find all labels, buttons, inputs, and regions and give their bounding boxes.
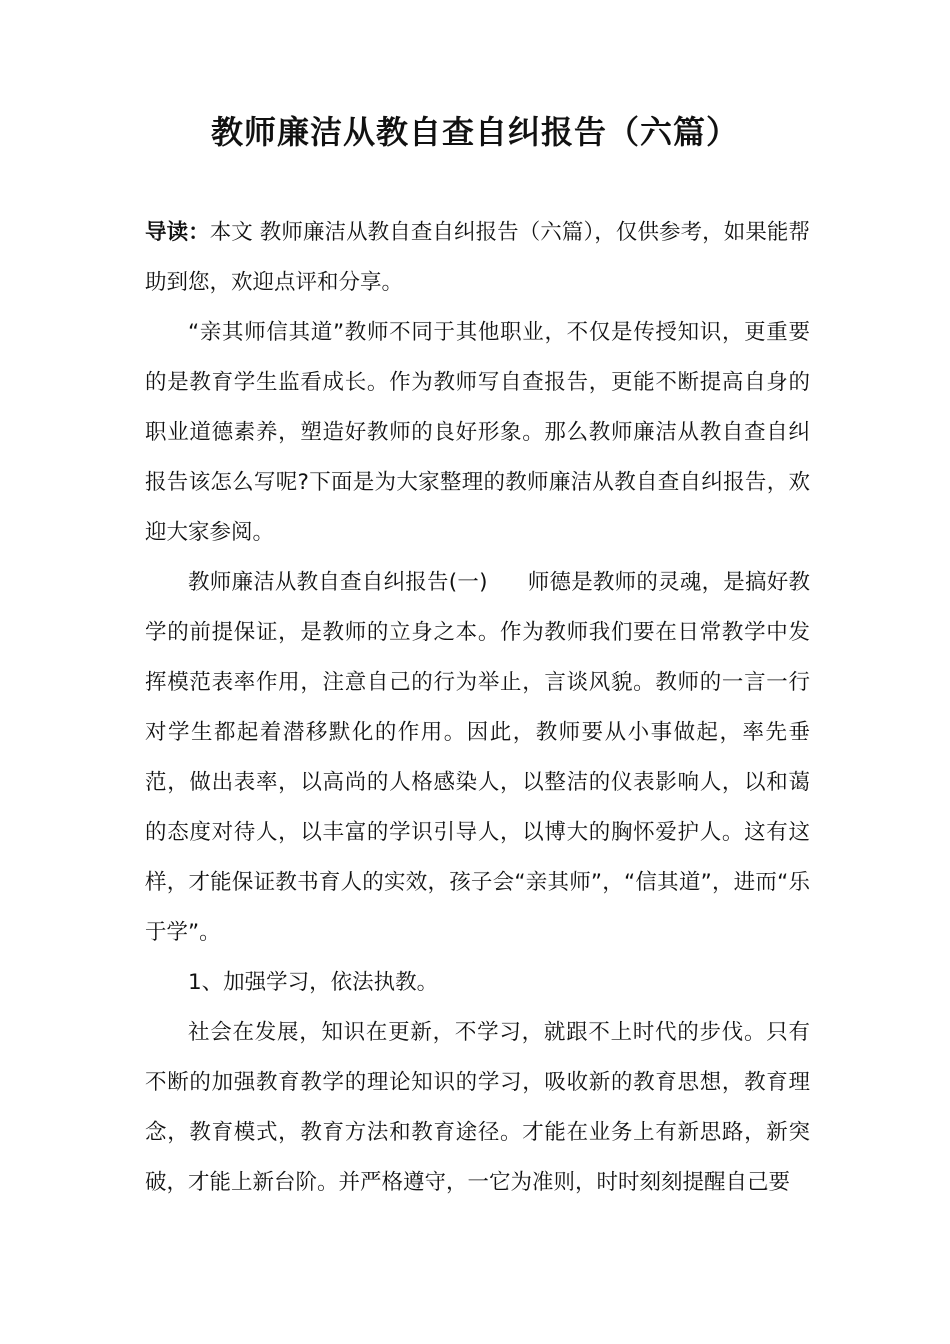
section-paragraph xyxy=(145,558,810,958)
lead-label: 导读： xyxy=(145,220,210,245)
section-text: 师德是教师的灵魂，是搞好教学的前提保证，是教师的立身之本。作为教师我们要在日常教学中发挥模范表率作用，注意自己的行为举止，言谈风貌。教师的一言一行对学生都起着潜移默化的作用。因此，教师要从小事做起，率先垂范，做出表率，以高尚的人格感染人，以整洁的仪表影响人，以和蔼的态度对待人，以丰富的学识引导人，以博大的胸怀爱护人。这有这样，才能保证教书育人的实效，孩子会“亲其师”，“信其道”，进而“乐于学”。 xyxy=(145,570,810,945)
lead-paragraph xyxy=(145,208,810,308)
lead-text: 本文 教师廉洁从教自查自纠报告（六篇），仅供参考，如果能帮助到您，欢迎点评和分享。 xyxy=(145,220,810,295)
point-heading: 1、加强学习，依法执教。 xyxy=(188,970,439,995)
section-heading: 教师廉洁从教自查自纠报告(一) xyxy=(188,570,488,595)
intro-paragraph: “亲其师信其道”教师不同于其他职业，不仅是传授知识，更重要的是教育学生监看成长。作为教师写自查报告，更能不断提高自身的职业道德素养，塑造好教师的良好形象。那么教师廉洁从教自查自纠报告该怎么写呢?下面是为大家整理的教师廉洁从教自查自纠报告，欢迎大家参阅。 xyxy=(145,320,810,545)
document-body xyxy=(145,208,810,1208)
point-paragraph: 社会在发展，知识在更新，不学习，就跟不上时代的步伐。只有不断的加强教育教学的理论知识的学习，吸收新的教育思想，教育理念，教育模式，教育方法和教育途径。才能在业务上有新思路，新突破，才能上新台阶。并严格遵守，一它为准则，时时刻刻提醒自己要 xyxy=(145,1020,810,1195)
document-title: 教师廉洁从教自查自纠报告（六篇） xyxy=(210,113,739,151)
